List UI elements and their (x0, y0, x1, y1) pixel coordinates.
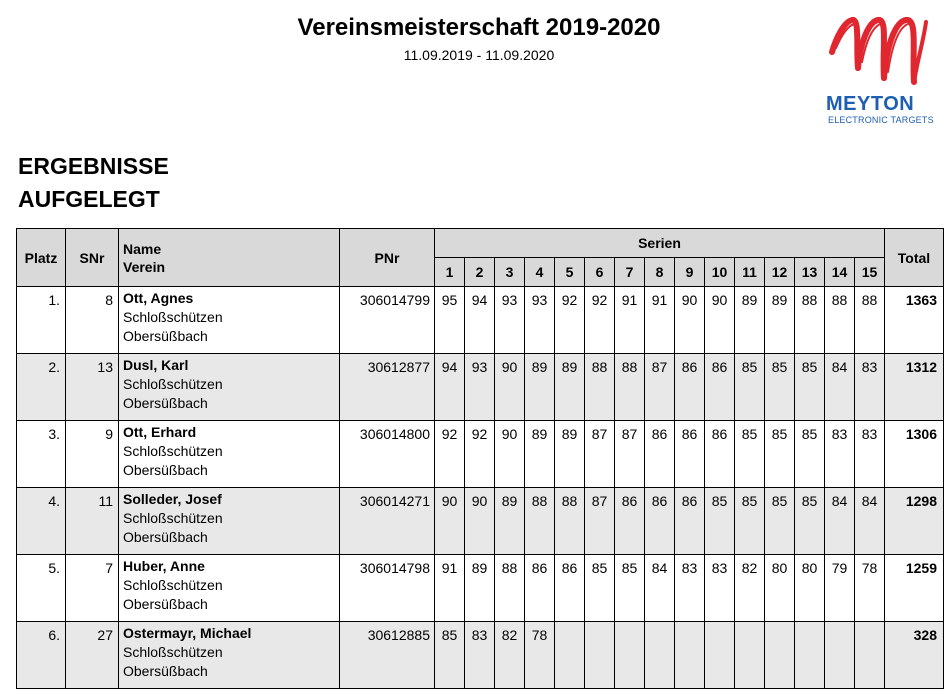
series-score-cell: 94 (435, 354, 465, 421)
table-row (17, 421, 944, 488)
series-score-cell: 86 (675, 488, 705, 555)
section-heading (18, 150, 169, 216)
date-range: 11.09.2019 - 11.09.2020 (403, 47, 555, 63)
series-score-cell: 90 (495, 354, 525, 421)
table-row (17, 287, 944, 354)
results-table (16, 228, 944, 689)
header-name: Name (123, 240, 162, 257)
name-cell (119, 354, 340, 421)
logo-name: MEYTON (826, 93, 915, 115)
series-score-cell: 88 (525, 488, 555, 555)
table-row (17, 622, 944, 689)
series-score-cell (765, 622, 795, 689)
meyton-m-icon (822, 8, 946, 94)
meyton-logo (822, 8, 946, 128)
club-name-line1: Schloßschützen (123, 577, 223, 593)
club-name-line2: Obersüßbach (123, 328, 208, 344)
series-score-cell: 92 (585, 287, 615, 354)
header-series-number: 13 (795, 258, 825, 287)
header-series-number: 8 (645, 258, 675, 287)
page-title: Vereinsmeisterschaft 2019-2020 (297, 14, 661, 41)
series-score-cell: 83 (855, 354, 885, 421)
series-score-cell: 95 (435, 287, 465, 354)
series-score-cell: 88 (825, 287, 855, 354)
total-cell: 1306 (885, 421, 944, 488)
header-serien: Serien (435, 229, 885, 258)
series-score-cell: 88 (855, 287, 885, 354)
series-score-cell: 89 (495, 488, 525, 555)
series-score-cell (675, 622, 705, 689)
series-score-cell (555, 622, 585, 689)
header-series-number: 1 (435, 258, 465, 287)
pnr-cell: 306014800 (340, 421, 435, 488)
series-score-cell (645, 622, 675, 689)
rank-cell: 3. (17, 421, 66, 488)
header-series-number: 3 (495, 258, 525, 287)
club-name-line2: Obersüßbach (123, 462, 208, 478)
series-score-cell: 94 (465, 287, 495, 354)
header-series-number: 15 (855, 258, 885, 287)
header-series-number: 10 (705, 258, 735, 287)
series-score-cell: 84 (645, 555, 675, 622)
series-score-cell: 84 (825, 488, 855, 555)
total-cell: 1259 (885, 555, 944, 622)
series-score-cell: 85 (735, 421, 765, 488)
rank-cell: 1. (17, 287, 66, 354)
series-score-cell: 93 (495, 287, 525, 354)
series-score-cell: 90 (435, 488, 465, 555)
shooter-name: Huber, Anne (123, 558, 205, 574)
series-score-cell: 87 (585, 488, 615, 555)
series-score-cell: 86 (615, 488, 645, 555)
rank-cell: 6. (17, 622, 66, 689)
series-score-cell: 84 (825, 354, 855, 421)
series-score-cell: 86 (645, 421, 675, 488)
series-score-cell: 90 (495, 421, 525, 488)
series-score-cell: 86 (675, 421, 705, 488)
header-series-number: 11 (735, 258, 765, 287)
series-score-cell: 78 (855, 555, 885, 622)
pnr-cell: 306014271 (340, 488, 435, 555)
series-score-cell: 90 (705, 287, 735, 354)
series-score-cell (795, 622, 825, 689)
series-score-cell: 83 (855, 421, 885, 488)
header-series-number: 4 (525, 258, 555, 287)
total-cell: 328 (885, 622, 944, 689)
club-name-line2: Obersüßbach (123, 596, 208, 612)
club-name-line1: Schloßschützen (123, 644, 223, 660)
results-body (17, 287, 944, 689)
series-score-cell: 89 (735, 287, 765, 354)
shooter-name: Ott, Erhard (123, 424, 197, 440)
table-row (17, 354, 944, 421)
rank-cell: 2. (17, 354, 66, 421)
series-score-cell: 93 (465, 354, 495, 421)
series-score-cell: 88 (555, 488, 585, 555)
snr-cell: 9 (66, 421, 119, 488)
total-cell: 1363 (885, 287, 944, 354)
total-cell: 1312 (885, 354, 944, 421)
snr-cell: 11 (66, 488, 119, 555)
series-score-cell: 89 (555, 354, 585, 421)
club-name-line1: Schloßschützen (123, 376, 223, 392)
series-score-cell: 89 (465, 555, 495, 622)
series-score-cell: 85 (795, 354, 825, 421)
shooter-name: Ott, Agnes (123, 290, 194, 306)
series-score-cell: 78 (525, 622, 555, 689)
section-subtitle: AUFGELEGT (18, 186, 160, 212)
snr-cell: 27 (66, 622, 119, 689)
series-score-cell: 85 (765, 354, 795, 421)
series-score-cell: 85 (765, 421, 795, 488)
series-score-cell: 85 (705, 488, 735, 555)
series-score-cell (585, 622, 615, 689)
series-score-cell: 87 (615, 421, 645, 488)
table-row (17, 488, 944, 555)
series-score-cell: 86 (525, 555, 555, 622)
section-title: ERGEBNISSE (18, 153, 169, 179)
series-score-cell: 90 (675, 287, 705, 354)
club-name-line2: Obersüßbach (123, 529, 208, 545)
series-score-cell (855, 622, 885, 689)
series-score-cell: 89 (555, 421, 585, 488)
header-series-number: 9 (675, 258, 705, 287)
series-score-cell (615, 622, 645, 689)
series-score-cell: 83 (705, 555, 735, 622)
series-score-cell: 91 (615, 287, 645, 354)
series-score-cell: 85 (795, 488, 825, 555)
header-snr: SNr (66, 229, 119, 287)
name-cell (119, 555, 340, 622)
name-cell (119, 622, 340, 689)
series-score-cell: 89 (525, 354, 555, 421)
series-score-cell (735, 622, 765, 689)
header-verein: Verein (123, 258, 166, 275)
rank-cell: 4. (17, 488, 66, 555)
header-series-number: 14 (825, 258, 855, 287)
snr-cell: 7 (66, 555, 119, 622)
total-cell: 1298 (885, 488, 944, 555)
series-score-cell: 86 (555, 555, 585, 622)
series-score-cell: 88 (795, 287, 825, 354)
name-cell (119, 421, 340, 488)
series-score-cell: 85 (585, 555, 615, 622)
pnr-cell: 306014798 (340, 555, 435, 622)
series-score-cell: 86 (645, 488, 675, 555)
series-score-cell (705, 622, 735, 689)
series-score-cell: 91 (435, 555, 465, 622)
series-score-cell: 92 (435, 421, 465, 488)
header-series-number: 2 (465, 258, 495, 287)
series-score-cell: 88 (585, 354, 615, 421)
club-name-line2: Obersüßbach (123, 663, 208, 679)
series-score-cell: 83 (465, 622, 495, 689)
pnr-cell: 30612877 (340, 354, 435, 421)
series-score-cell: 84 (855, 488, 885, 555)
series-score-cell: 92 (465, 421, 495, 488)
series-score-cell: 82 (495, 622, 525, 689)
series-score-cell: 86 (705, 421, 735, 488)
name-cell (119, 287, 340, 354)
series-score-cell: 83 (675, 555, 705, 622)
table-row (17, 555, 944, 622)
club-name-line2: Obersüßbach (123, 395, 208, 411)
club-name-line1: Schloßschützen (123, 309, 223, 325)
rank-cell: 5. (17, 555, 66, 622)
series-score-cell: 87 (585, 421, 615, 488)
series-score-cell: 93 (525, 287, 555, 354)
series-score-cell: 90 (465, 488, 495, 555)
header-pnr: PNr (340, 229, 435, 287)
series-score-cell: 82 (735, 555, 765, 622)
header-platz: Platz (17, 229, 66, 287)
series-score-cell: 85 (735, 488, 765, 555)
name-cell (119, 488, 340, 555)
series-score-cell (825, 622, 855, 689)
series-score-cell: 89 (765, 287, 795, 354)
series-score-cell: 79 (825, 555, 855, 622)
series-score-cell: 85 (615, 555, 645, 622)
pnr-cell: 306014799 (340, 287, 435, 354)
shooter-name: Ostermayr, Michael (123, 625, 252, 641)
series-score-cell: 87 (645, 354, 675, 421)
series-score-cell: 83 (825, 421, 855, 488)
header-series-number: 12 (765, 258, 795, 287)
shooter-name: Dusl, Karl (123, 357, 189, 373)
series-score-cell: 92 (555, 287, 585, 354)
header-series-number: 5 (555, 258, 585, 287)
header-series-number: 6 (585, 258, 615, 287)
series-score-cell: 80 (765, 555, 795, 622)
series-score-cell: 91 (645, 287, 675, 354)
series-score-cell: 85 (435, 622, 465, 689)
header-name-verein (119, 229, 340, 287)
header-series-number: 7 (615, 258, 645, 287)
series-score-cell: 85 (735, 354, 765, 421)
series-score-cell: 85 (765, 488, 795, 555)
series-score-cell: 88 (615, 354, 645, 421)
pnr-cell: 30612885 (340, 622, 435, 689)
club-name-line1: Schloßschützen (123, 510, 223, 526)
series-score-cell: 80 (795, 555, 825, 622)
snr-cell: 13 (66, 354, 119, 421)
shooter-name: Solleder, Josef (123, 491, 222, 507)
club-name-line1: Schloßschützen (123, 443, 223, 459)
logo-tagline: ELECTRONIC TARGETS (828, 115, 934, 125)
series-score-cell: 89 (525, 421, 555, 488)
series-score-cell: 86 (675, 354, 705, 421)
header-total: Total (885, 229, 944, 287)
series-score-cell: 85 (795, 421, 825, 488)
snr-cell: 8 (66, 287, 119, 354)
series-score-cell: 88 (495, 555, 525, 622)
series-score-cell: 86 (705, 354, 735, 421)
